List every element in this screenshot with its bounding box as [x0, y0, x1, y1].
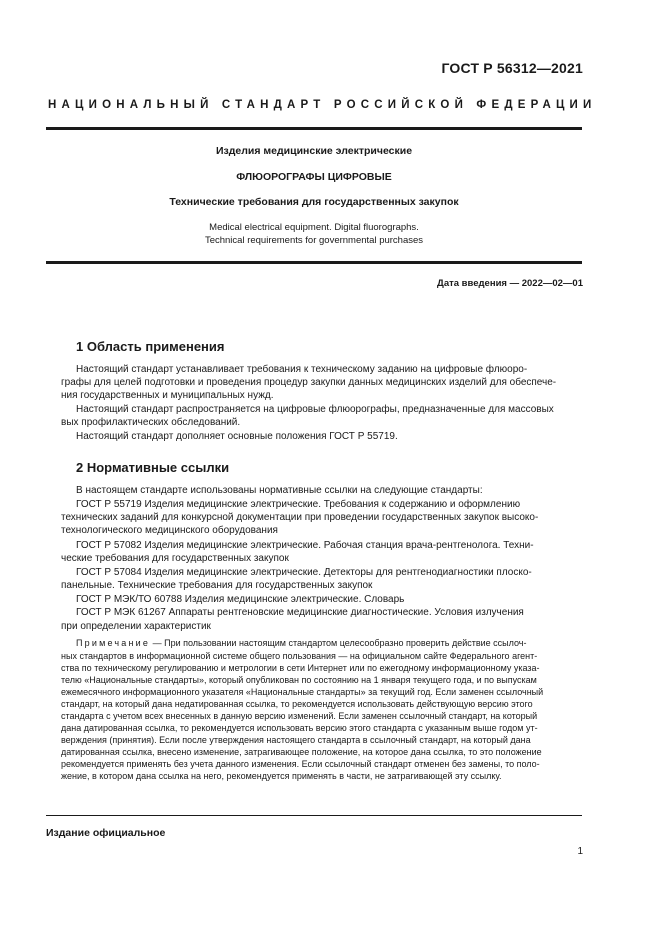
section-1-heading: 1 Область применения — [76, 339, 225, 354]
note-line: датированная ссылка, внесено изменение, затрагивающее положение, на которое дана ссылка, то это положение — [61, 747, 542, 757]
note-line: стандарт, на который дана недатированная ссылка, то рекомендуется использовать действующую версию этого — [61, 699, 533, 709]
title-divider — [46, 261, 582, 264]
section-2-line: при определении характеристик — [61, 621, 211, 632]
section-2-line: ГОСТ Р 57082 Изделия медицинские электрические. Рабочая станция врача-рентгенолога. Техни- — [76, 540, 534, 551]
section-1-line: графы для целей подготовки и проведения процедур закупки данных медицинских изделий для обеспече- — [61, 377, 557, 388]
section-2-line: В настоящем стандарте использованы нормативные ссылки на следующие стандарты: — [76, 485, 483, 496]
section-2-line: ГОСТ Р 57084 Изделия медицинские электрические. Детекторы для рентгенодиагностики плоско- — [76, 567, 532, 578]
page-number: 1 — [577, 846, 583, 857]
footer-divider — [46, 815, 582, 816]
section-2-line: ческие требования для государственных закупок — [61, 553, 289, 564]
note-line: ежемесячного информационного указателя «Национальные стандарты» за текущий год. Если заменен ссылочный — [61, 687, 544, 697]
section-1-line: Настоящий стандарт распространяется на цифровые флюорографы, предназначенные для массовых — [76, 404, 554, 415]
note-label: Примечание — [76, 638, 151, 648]
note-line: верждения (принятия). Если после утверждения настоящего стандарта в ссылочный стандарт, на который дана — [61, 735, 531, 745]
section-2-line: ГОСТ Р МЭК 61267 Аппараты рентгеновские медицинские диагностические. Условия излучения — [76, 607, 524, 618]
section-1-line: Настоящий стандарт устанавливает требования к техническому заданию на цифровые флюоро- — [76, 364, 528, 375]
note-line: телю «Национальные стандарты», который опубликован по состоянию на 1 января текущего года, и по выпускам — [61, 675, 537, 685]
section-2-line: ГОСТ Р МЭК/ТО 60788 Изделия медицинские электрические. Словарь — [76, 594, 405, 605]
section-2-line: ГОСТ Р 55719 Изделия медицинские электрические. Требования к содержанию и оформлению — [76, 499, 521, 510]
note-line: дана датированная ссылка, то рекомендуется использовать версию этого стандарта с указанным выше годом ут- — [61, 723, 538, 733]
section-2-line: панельные. Технические требования для государственных закупок — [61, 580, 373, 591]
title-line-1: Изделия медицинские электрические — [215, 145, 413, 157]
section-1-line: ния государственных и муниципальных нужд. — [61, 390, 274, 401]
national-standard-banner: НАЦИОНАЛЬНЫЙ СТАНДАРТ РОССИЙСКОЙ ФЕДЕРАЦИИ — [48, 99, 597, 111]
section-1-line: Настоящий стандарт дополняет основные положения ГОСТ Р 55719. — [76, 431, 398, 442]
note-text: — При пользовании настоящим стандартом целесообразно проверить действие ссылоч- — [150, 638, 527, 648]
english-title-2: Technical requirements for governmental purchases — [204, 235, 424, 246]
top-divider — [46, 127, 582, 130]
section-2-line: технических заданий для конкурсной документации при проведении государственных закупок высоко- — [61, 512, 539, 523]
document-code: ГОСТ Р 56312—2021 — [441, 60, 583, 76]
section-2-heading: 2 Нормативные ссылки — [76, 460, 230, 475]
section-1-line: вых профилактических обследований. — [61, 417, 241, 428]
note-line: рекомендуется применять без учета данного изменения. Если ссылочный стандарт отменен без замены, то поло- — [61, 759, 540, 769]
note-line: жение, в котором дана ссылка на него, рекомендуется применять в части, не затрагивающей эту ссылку. — [61, 771, 502, 781]
note-line: ства по техническому регулированию и метрологии в сети Интернет или по ежегодному информационному указа- — [61, 663, 540, 673]
title-main: ФЛЮОРОГРАФЫ ЦИФРОВЫЕ — [236, 171, 392, 183]
section-2-line: технологического медицинского оборудования — [61, 525, 278, 536]
official-edition-label: Издание официальное — [46, 827, 166, 839]
introduction-date: Дата введения — 2022—02—01 — [437, 278, 583, 289]
note-line: стандарта с учетом всех внесенных в данную версию изменений. Если заменен ссылочный стандарт, на который — [61, 711, 538, 721]
note-line: ных стандартов в информационной системе общего пользования — на официальном сайте Федерального агент- — [61, 651, 538, 661]
english-title-1: Medical electrical equipment. Digital fluorographs. — [209, 222, 419, 233]
note-first-line — [76, 638, 526, 648]
title-line-3: Технические требования для государственных закупок — [169, 196, 459, 208]
